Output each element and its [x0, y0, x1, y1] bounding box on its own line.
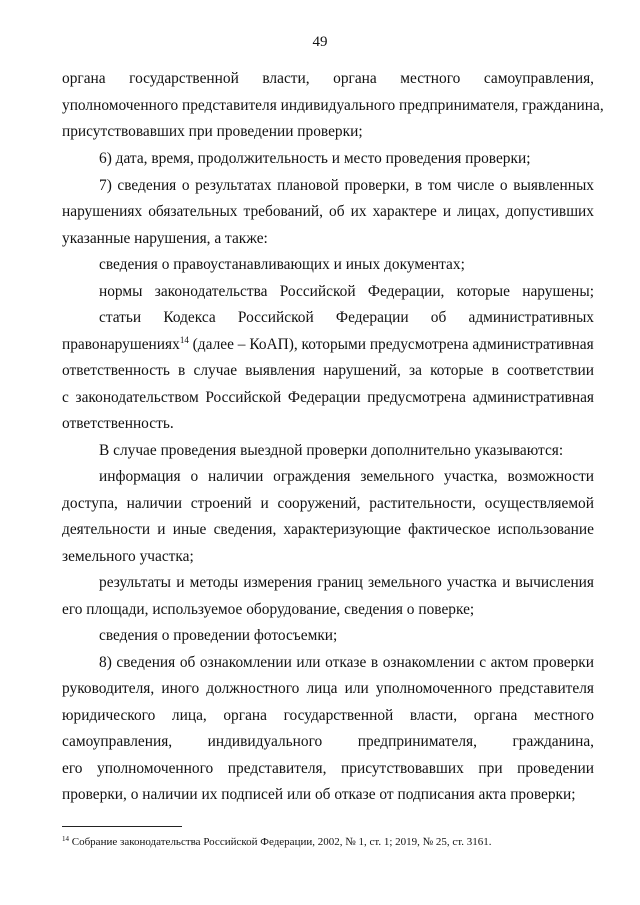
- text-line: результаты и методы измерения границ земельного участка и вычисления: [99, 574, 594, 591]
- text-line: В случае проведения выездной проверки дополнительно указываются:: [99, 442, 564, 459]
- text-line: 8) сведения об ознакомлении или отказе в ознакомлении с актом проверки: [99, 654, 594, 671]
- text-line: юридического лица, органа государственной власти, органа местного: [62, 707, 594, 724]
- text-line: [62, 332, 594, 358]
- text-line: 7) сведения о результатах плановой проверки, в том числе о выявленных: [99, 177, 594, 194]
- text-line: 6) дата, время, продолжительность и место проведения проверки;: [99, 150, 531, 167]
- text-line: с законодательством Российской Федерации предусмотрена административная: [62, 389, 594, 406]
- text-segment: (далее – КоАП), которыми предусмотрена административная: [188, 336, 594, 353]
- text-line: органа государственной власти, органа местного самоуправления,: [62, 70, 594, 87]
- text-line: указанные нарушения, а также:: [62, 230, 268, 247]
- text-line: его площади, используемое оборудование, сведения о поверке;: [62, 601, 475, 618]
- text-segment: правонарушениях: [62, 336, 180, 353]
- footnote-mark: 14: [62, 835, 69, 843]
- text-line: нарушениях обязательных требований, об их характере и лицах, допустивших: [62, 203, 594, 220]
- text-line: присутствовавших при проведении проверки;: [62, 123, 363, 140]
- footnote: [62, 834, 492, 850]
- text-line: статьи Кодекса Российской Федерации об административных: [99, 309, 594, 326]
- text-line: ответственность в случае выявления нарушений, за которые в соответствии: [62, 362, 594, 379]
- text-line: сведения о проведении фотосъемки;: [99, 627, 338, 644]
- text-line: деятельности и иные сведения, характеризующие фактическое использование: [62, 521, 594, 538]
- text-line: сведения о правоустанавливающих и иных документах;: [99, 256, 465, 273]
- text-line: проверки, о наличии их подписей или об отказе от подписания акта проверки;: [62, 786, 576, 803]
- text-line: доступа, наличии строений и сооружений, растительности, осуществляемой: [62, 495, 594, 512]
- page-number: 49: [312, 34, 328, 50]
- text-line: земельного участка;: [62, 548, 194, 565]
- footnote-reference: 14: [179, 335, 189, 345]
- text-line: нормы законодательства Российской Федерации, которые нарушены;: [99, 283, 594, 300]
- footnote-separator: [62, 826, 182, 827]
- text-line: руководителя, иного должностного лица или уполномоченного представителя: [62, 680, 594, 697]
- text-line: уполномоченного представителя индивидуального предпринимателя, гражданина,: [62, 97, 604, 114]
- footnote-text: Собрание законодательства Российской Федерации, 2002, № 1, ст. 1; 2019, № 25, ст. 3161.: [69, 836, 492, 848]
- text-line: информация о наличии ограждения земельного участка, возможности: [99, 468, 594, 485]
- text-line: его уполномоченного представителя, присутствовавших при проведении: [62, 760, 594, 777]
- text-line: самоуправления, индивидуального предпринимателя, гражданина,: [62, 733, 594, 750]
- text-line: ответственность.: [62, 415, 174, 432]
